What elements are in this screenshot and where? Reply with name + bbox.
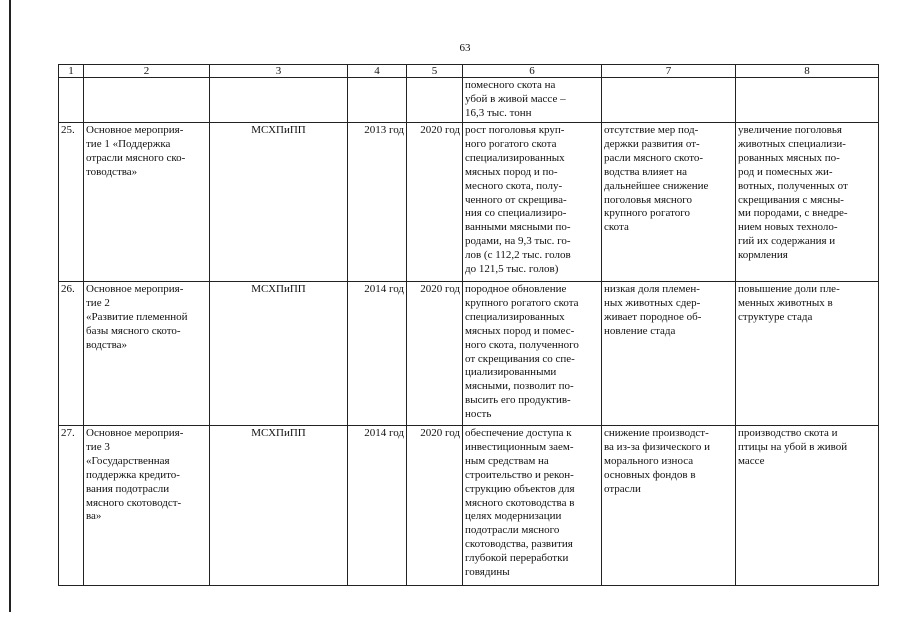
- column-header: 3: [210, 65, 348, 78]
- start-year: 2014 год: [348, 282, 407, 426]
- left-margin-rule: [9, 0, 11, 612]
- column-header: 2: [84, 65, 210, 78]
- table-row: [59, 78, 879, 123]
- non-implementation-consequence: снижение производст- ва из-за физического и морального износа основных фондов в отрасли: [602, 426, 736, 586]
- column-header: 5: [407, 65, 463, 78]
- start-year: 2013 год: [348, 123, 407, 282]
- expected-result: рост поголовья круп- ного рогатого скота специализированных мясных пород и по- месного скота, полу- ченного от скрещива- ния со специализиро- ванными мясными по- родами, на 9,3 тыс. го- лов (с 112,2 тыс. голов до 121,5 тыс. голов): [463, 123, 602, 282]
- column-header: 1: [59, 65, 84, 78]
- measure-name: [84, 78, 210, 123]
- executor: МСХПиПП: [210, 426, 348, 586]
- measure-name: Основное мероприя- тие 1 «Поддержка отрасли мясного ско- товодства»: [84, 123, 210, 282]
- column-header: 8: [736, 65, 879, 78]
- table-row: [59, 282, 879, 426]
- expected-result: помесного скота на убой в живой массе – 16,3 тыс. тонн: [463, 78, 602, 123]
- column-number-header-row: [59, 65, 879, 78]
- end-year: [407, 78, 463, 123]
- non-implementation-consequence: отсутствие мер под- держки развития от- расли мясного ското- водства влияет на дальнейшее снижение поголовья мясного крупного рогатого скота: [602, 123, 736, 282]
- page-number: 63: [459, 42, 471, 54]
- end-year: 2020 год: [407, 282, 463, 426]
- executor: [210, 78, 348, 123]
- indicator-link: повышение доли пле- менных животных в структуре стада: [736, 282, 879, 426]
- row-number: 27.: [59, 426, 84, 586]
- expected-result: породное обновление крупного рогатого скота специализированных мясных пород и помес- ного скота, полученного от скрещивания со спе- циализированными мясными, позволит по- высить его продуктив- ность: [463, 282, 602, 426]
- end-year: 2020 год: [407, 123, 463, 282]
- start-year: [348, 78, 407, 123]
- column-header: 7: [602, 65, 736, 78]
- column-header: 6: [463, 65, 602, 78]
- table-row: [59, 123, 879, 282]
- row-number: 26.: [59, 282, 84, 426]
- row-number: 25.: [59, 123, 84, 282]
- end-year: 2020 год: [407, 426, 463, 586]
- executor: МСХПиПП: [210, 282, 348, 426]
- measure-name: Основное мероприя- тие 2 «Развитие племенной базы мясного ското- водства»: [84, 282, 210, 426]
- indicator-link: [736, 78, 879, 123]
- non-implementation-consequence: [602, 78, 736, 123]
- table-row: [59, 426, 879, 586]
- executor: МСХПиПП: [210, 123, 348, 282]
- row-number: [59, 78, 84, 123]
- expected-result: обеспечение доступа к инвестиционным заем- ным средствам на строительство и рекон- струкцию объектов для мясного скотоводства в целях модернизации подотрасли мясного скотоводства, развития глубокой переработки говядины: [463, 426, 602, 586]
- indicator-link: производство скота и птицы на убой в живой массе: [736, 426, 879, 586]
- measure-name: Основное мероприя- тие 3 «Государственная поддержка кредито- вания подотрасли мясного скотоводст- ва»: [84, 426, 210, 586]
- start-year: 2014 год: [348, 426, 407, 586]
- indicator-link: увеличение поголовья животных специализи- рованных мясных по- род и помесных жи- вотных, полученных от скрещивания с мясны- ми породами, с внедре- нием новых техноло- гий их содержания и кормления: [736, 123, 879, 282]
- program-measures-table: [58, 64, 879, 586]
- non-implementation-consequence: низкая доля племен- ных животных сдер- живает породное об- новление стада: [602, 282, 736, 426]
- column-header: 4: [348, 65, 407, 78]
